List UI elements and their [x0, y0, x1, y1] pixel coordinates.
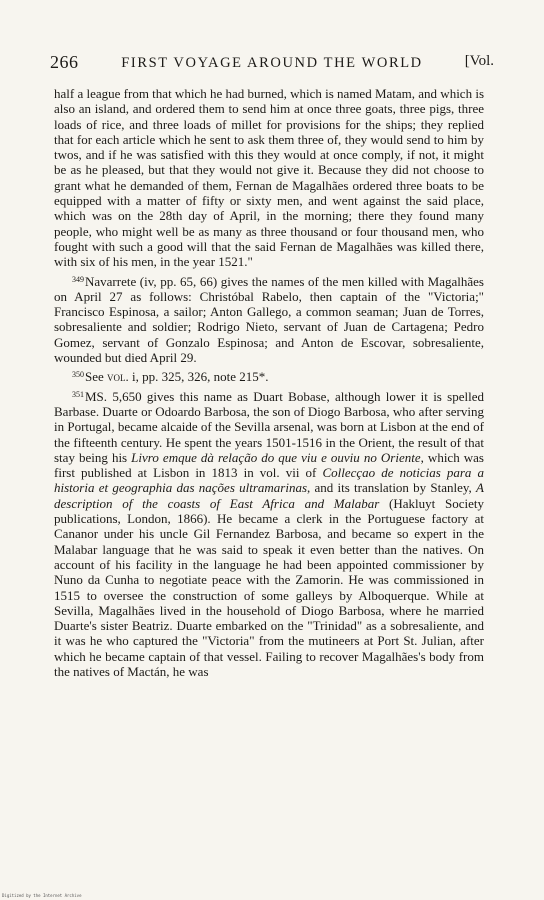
- footnote-text: , which was first published at Lisbon in 1813 in vol. vii of: [54, 449, 484, 481]
- page-body: [54, 86, 484, 679]
- footnote-text: , and its translation by Stanley,: [307, 480, 477, 496]
- footnote-marker: 351: [72, 389, 84, 399]
- footnote-351: [54, 389, 484, 680]
- footnote-text: MS. 5,650 gives this name as Duart Bobase, although lower it is spelled Barbase. Duarte or Odoardo Barbosa, the son of Diogo Barbosa, who after serving in Portugal, became alcaide of the Sevilla arsenal, was born at Lisbon at the end of the fifteenth century. He spent the years 1501-1516 in the Orient, the result of that stay being his: [54, 388, 484, 465]
- volume-marker: [Vol.: [464, 53, 494, 69]
- footnote-text: Navarrete (iv, pp. 65, 66) gives the names of the men killed with Magalhães on April 27 as follows: Christóbal Rabelo, then captain of the "Victoria;" Francisco Espinosa, a sailor; Anton Gallego, a common seaman; Juan de Torres, sobresaliente and soldier; Rodrigo Nieto, servant of Juan de Cartagena; Pedro Gomez, servant of Gonzalo Espinosa; and Anton de Escovar, sobresaliente, wounded but died April 29.: [54, 273, 484, 366]
- footnote-349: [54, 274, 484, 366]
- continuation-paragraph: half a league from that which he had burned, which is named Matam, and which is also an island, and ordered them to send him at once three goats, three pigs, three loads of rice, and three loads of millet for provisions for the ships; they replied that for each article which he sent to ask them three of, they would send to him by twos, and if he was satisfied with this they would at once comply, if not, it might be as he pleased, but that they would not give it. Because they did not choose to grant what he demanded of them, Fernan de Magalhães ordered three boats to be equipped with a matter of fifty or sixty men, and went against the said place, which was on the 28th day of April, in the morning; there they found many people, who might well be as many as three thousand or four thousand men, who fought with such a good will that the said Fernan de Magalhães was killed there, with six of his men, in the year 1521.": [54, 86, 484, 270]
- footnote-text: i, pp. 325, 326, note 215*.: [128, 369, 269, 385]
- volume-abbrev: vol.: [107, 369, 129, 385]
- footnote-marker: 349: [72, 274, 84, 284]
- page-number: 266: [50, 52, 79, 72]
- footnote-marker: 350: [72, 370, 84, 380]
- book-title-italic: A description of the coasts of East Africa and Malabar: [54, 480, 484, 511]
- running-title: FIRST VOYAGE AROUND THE WORLD: [121, 55, 423, 71]
- footnote-text: See: [85, 369, 108, 385]
- digitization-footer: Digitized by the Internet Archive: [2, 893, 82, 898]
- footnote-text: (Hakluyt Society publications, London, 1866). He became a clerk in the Portuguese factory at Cananor under his uncle Gil Fernandez Barbosa, and became so expert in the Malabar language that he was said to speak it even better than the natives. On account of his facility in the language he had been appointed commissioner by Nuno da Cunha to negotiate peace with the Zamorin. He was commissioned in 1515 to oversee the construction of some galleys by Alboquerque. While at Sevilla, Magalhães lived in the household of Diogo Barbosa, where he married Duarte's sister Beatriz. Duarte embarked on the "Trinidad" as a sobresaliente, and it was he who captured the "Victoria" from the mutineers at Port St. Julian, after which he became captain of that vessel. Failing to recover Magalhães's body from the natives of Mactán, he was: [54, 495, 484, 679]
- book-title-italic: Livro emque dà relação do que viu e ouviu no Oriente: [131, 449, 421, 465]
- page-header: [50, 52, 494, 80]
- book-title-italic: Collecçao de noticias para a historia et geographia das nações ultramarinas: [54, 465, 484, 496]
- footnote-350: [54, 369, 484, 384]
